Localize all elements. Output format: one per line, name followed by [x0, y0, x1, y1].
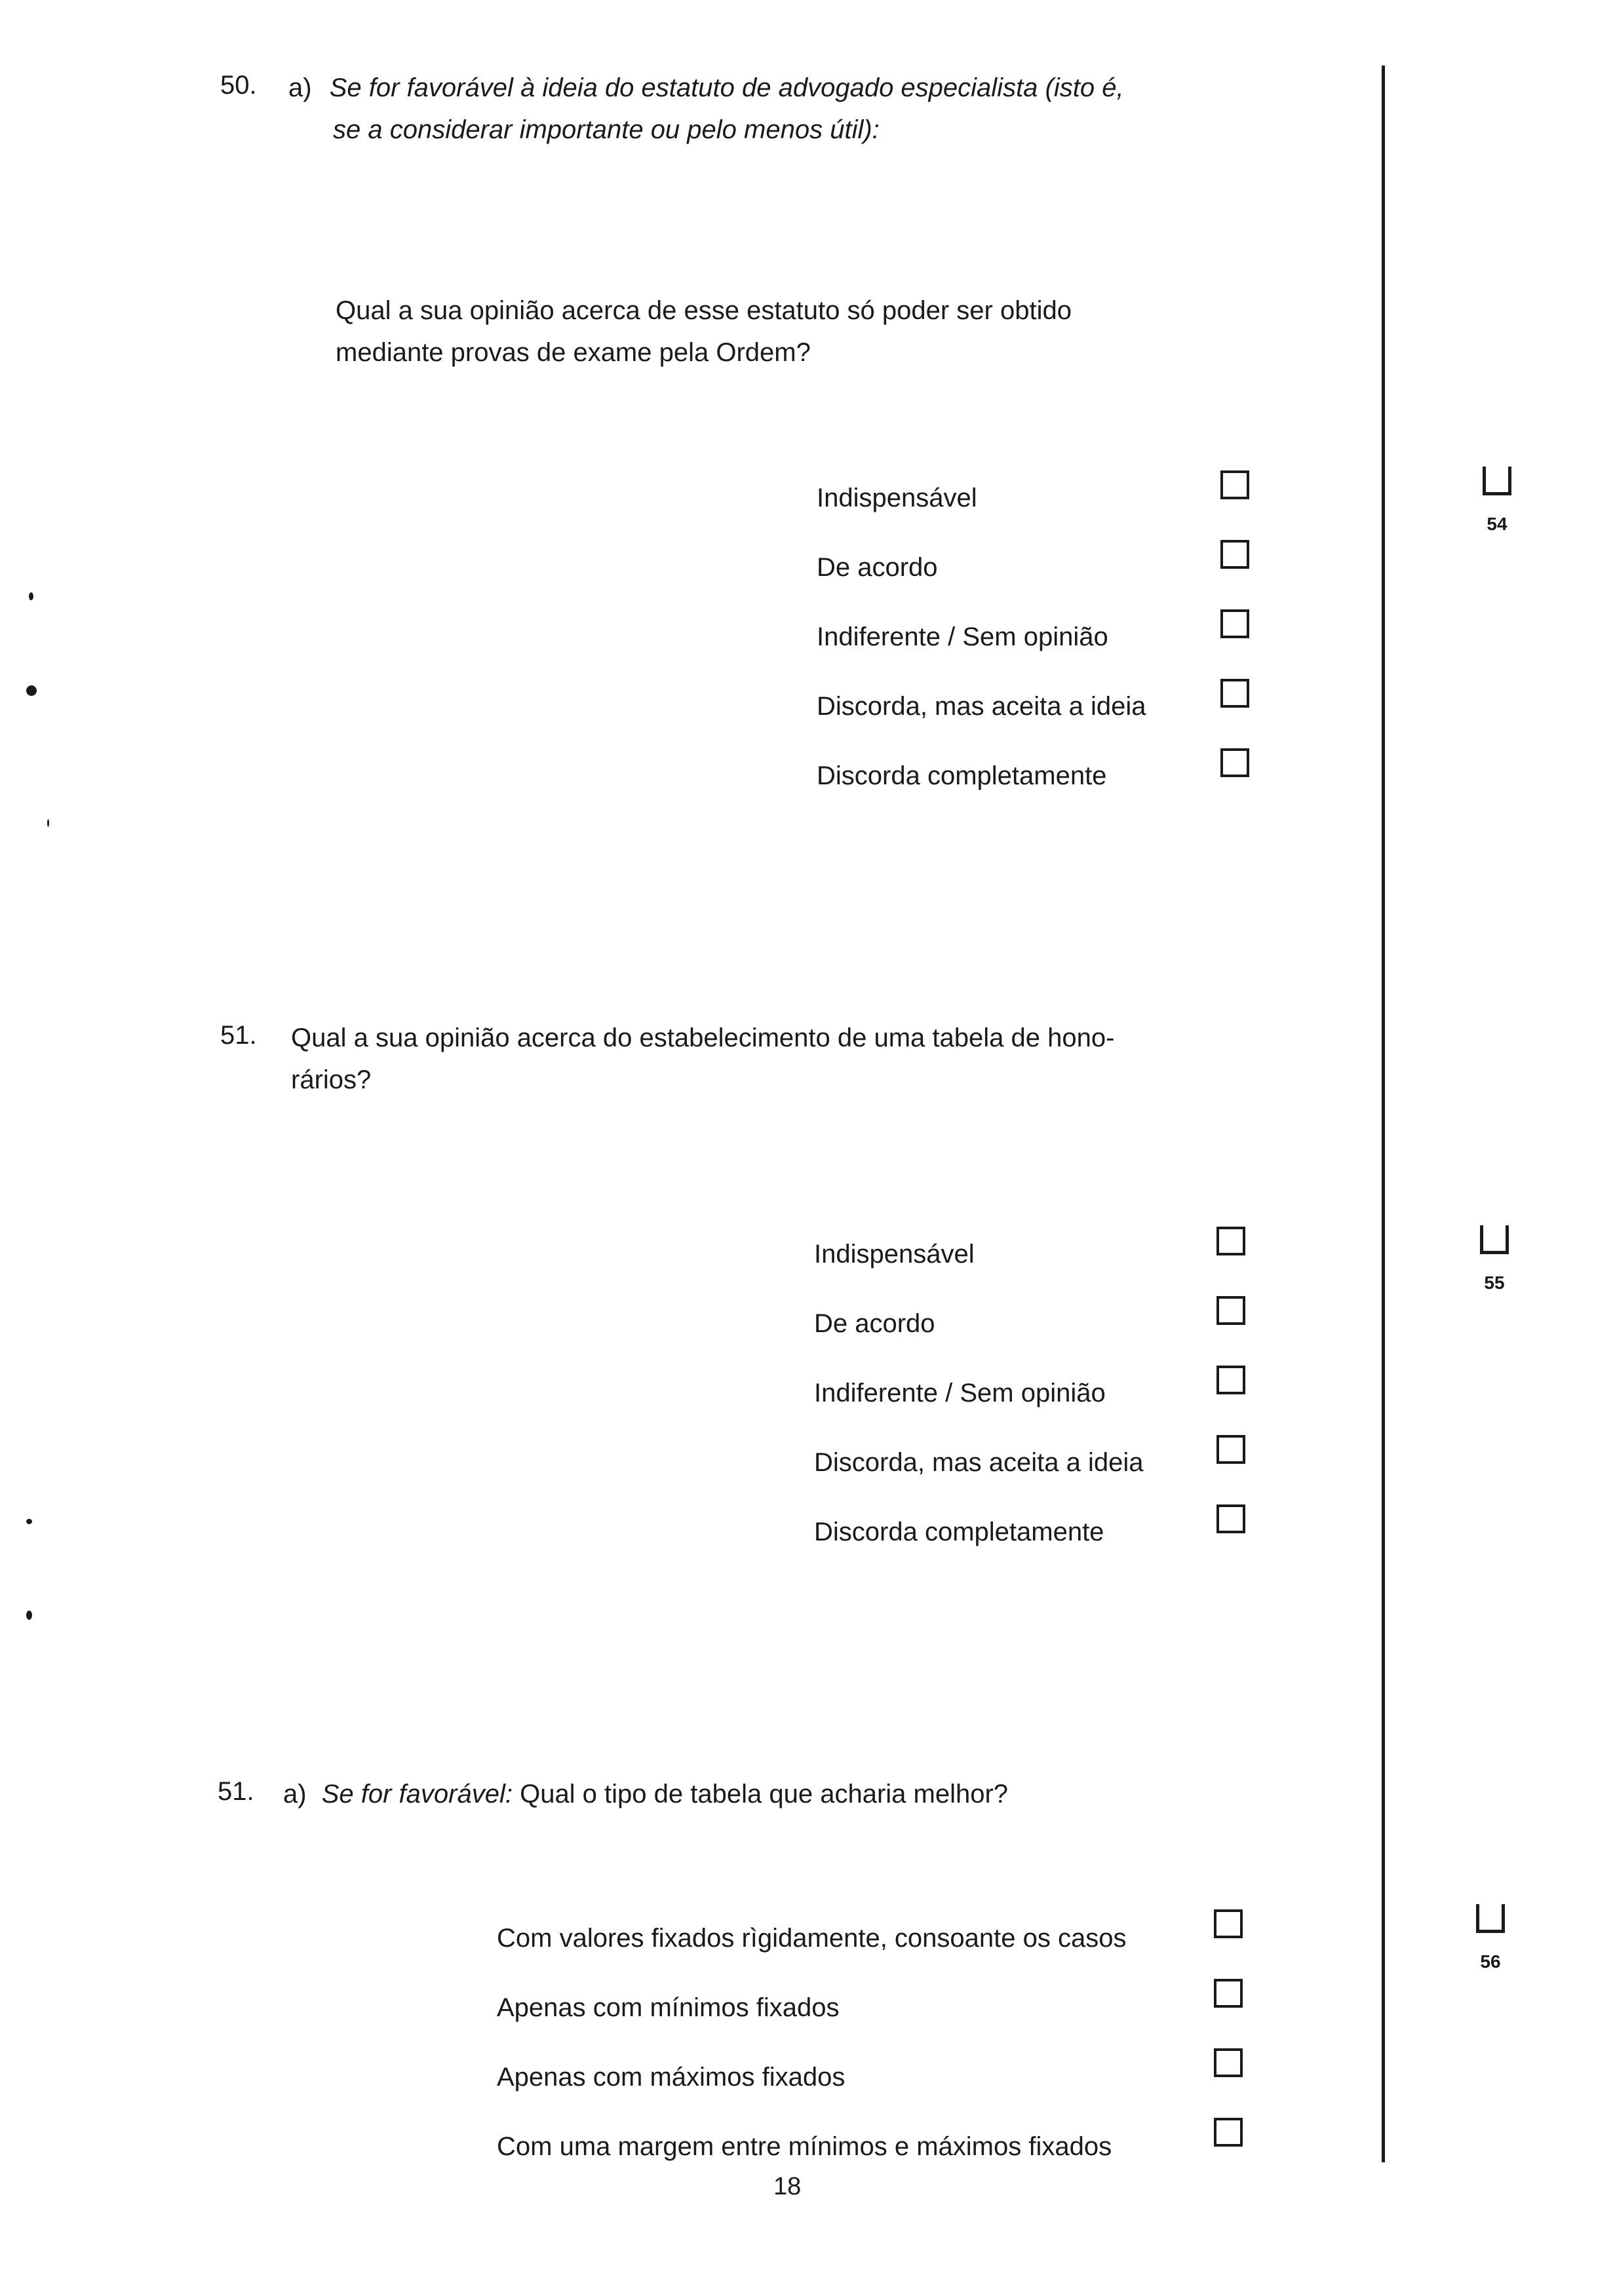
question-50a-line2: mediante provas de exame pela Ordem?	[336, 338, 811, 367]
option-label: Apenas com máximos fixados	[497, 2063, 846, 2092]
checkbox-q51a-valores-fixados[interactable]	[1214, 1909, 1243, 1938]
option-label: De acordo	[817, 553, 938, 582]
coding-number-56: 56	[1480, 1951, 1501, 1972]
scan-speck	[26, 1519, 32, 1524]
checkbox-q51-indiferente[interactable]	[1216, 1366, 1245, 1394]
checkbox-q51-discorda-aceita[interactable]	[1216, 1435, 1245, 1464]
question-number-50: 50.	[220, 71, 257, 100]
option-label: Indispensável	[817, 484, 977, 512]
option-label: Discorda completamente	[817, 761, 1107, 790]
question-51a-question: Qual o tipo de tabela que acharia melhor?	[520, 1780, 1009, 1808]
question-51-text	[291, 1017, 1114, 1101]
scan-speck	[26, 1611, 32, 1620]
margin-divider-line	[1382, 66, 1385, 2162]
checkbox-q51-indispensavel[interactable]	[1216, 1227, 1245, 1255]
checkbox-q50a-discorda-completamente[interactable]	[1220, 748, 1249, 777]
coding-number-54: 54	[1487, 514, 1508, 534]
option-label: Indiferente / Sem opinião	[814, 1379, 1106, 1407]
option-label: Discorda completamente	[814, 1518, 1104, 1546]
option-label: Indiferente / Sem opinião	[817, 622, 1108, 651]
question-51-line1: Qual a sua opinião acerca do estabelecimento de uma tabela de hono-	[291, 1024, 1115, 1052]
option-label: De acordo	[814, 1309, 935, 1338]
question-51a-condition: Se for favorável:	[321, 1780, 513, 1808]
scan-speck	[26, 685, 37, 696]
checkbox-q50a-de-acordo[interactable]	[1220, 540, 1249, 569]
option-label: Com uma margem entre mínimos e máximos fixados	[497, 2132, 1112, 2161]
question-number-51: 51.	[220, 1021, 257, 1050]
question-number-51a: 51.	[218, 1777, 254, 1806]
checkbox-q50a-discorda-aceita[interactable]	[1220, 679, 1249, 708]
page-number: 18	[773, 2173, 802, 2200]
checkbox-q50a-indiferente[interactable]	[1220, 609, 1249, 638]
coding-box-55	[1480, 1225, 1509, 1254]
question-50a-intro-line2: se a considerar importante ou pelo menos útil):	[333, 115, 880, 144]
checkbox-q51a-minimos-fixados[interactable]	[1214, 1979, 1243, 2008]
question-50a-prefix: a)	[288, 73, 312, 102]
question-50a-text	[336, 290, 1072, 373]
option-label: Indispensável	[814, 1240, 975, 1269]
coding-box-54	[1483, 467, 1511, 495]
question-50a-line1: Qual a sua opinião acerca de esse estatuto só poder ser obtido	[336, 296, 1072, 325]
question-51a-text	[283, 1773, 1008, 1815]
checkbox-q51a-maximos-fixados[interactable]	[1214, 2048, 1243, 2077]
option-label: Com valores fixados rìgidamente, consoante os casos	[497, 1924, 1127, 1953]
checkbox-q50a-indispensavel[interactable]	[1220, 470, 1249, 499]
coding-box-56	[1476, 1904, 1505, 1933]
option-label: Discorda, mas aceita a ideia	[814, 1448, 1144, 1477]
scan-speck	[29, 592, 33, 600]
checkbox-q51a-margem[interactable]	[1214, 2118, 1243, 2147]
question-51a-prefix: a)	[283, 1780, 307, 1808]
question-51-line2: rários?	[291, 1065, 372, 1094]
question-50a-intro-line1: Se for favorável à ideia do estatuto de advogado especialista (isto é,	[329, 73, 1124, 102]
checkbox-q51-discorda-completamente[interactable]	[1216, 1504, 1245, 1533]
scan-speck	[47, 819, 49, 827]
option-label: Apenas com mínimos fixados	[497, 1993, 840, 2022]
coding-number-55: 55	[1484, 1272, 1505, 1293]
checkbox-q51-de-acordo[interactable]	[1216, 1296, 1245, 1325]
question-50a-intro	[288, 67, 1124, 151]
option-label: Discorda, mas aceita a ideia	[817, 692, 1146, 721]
